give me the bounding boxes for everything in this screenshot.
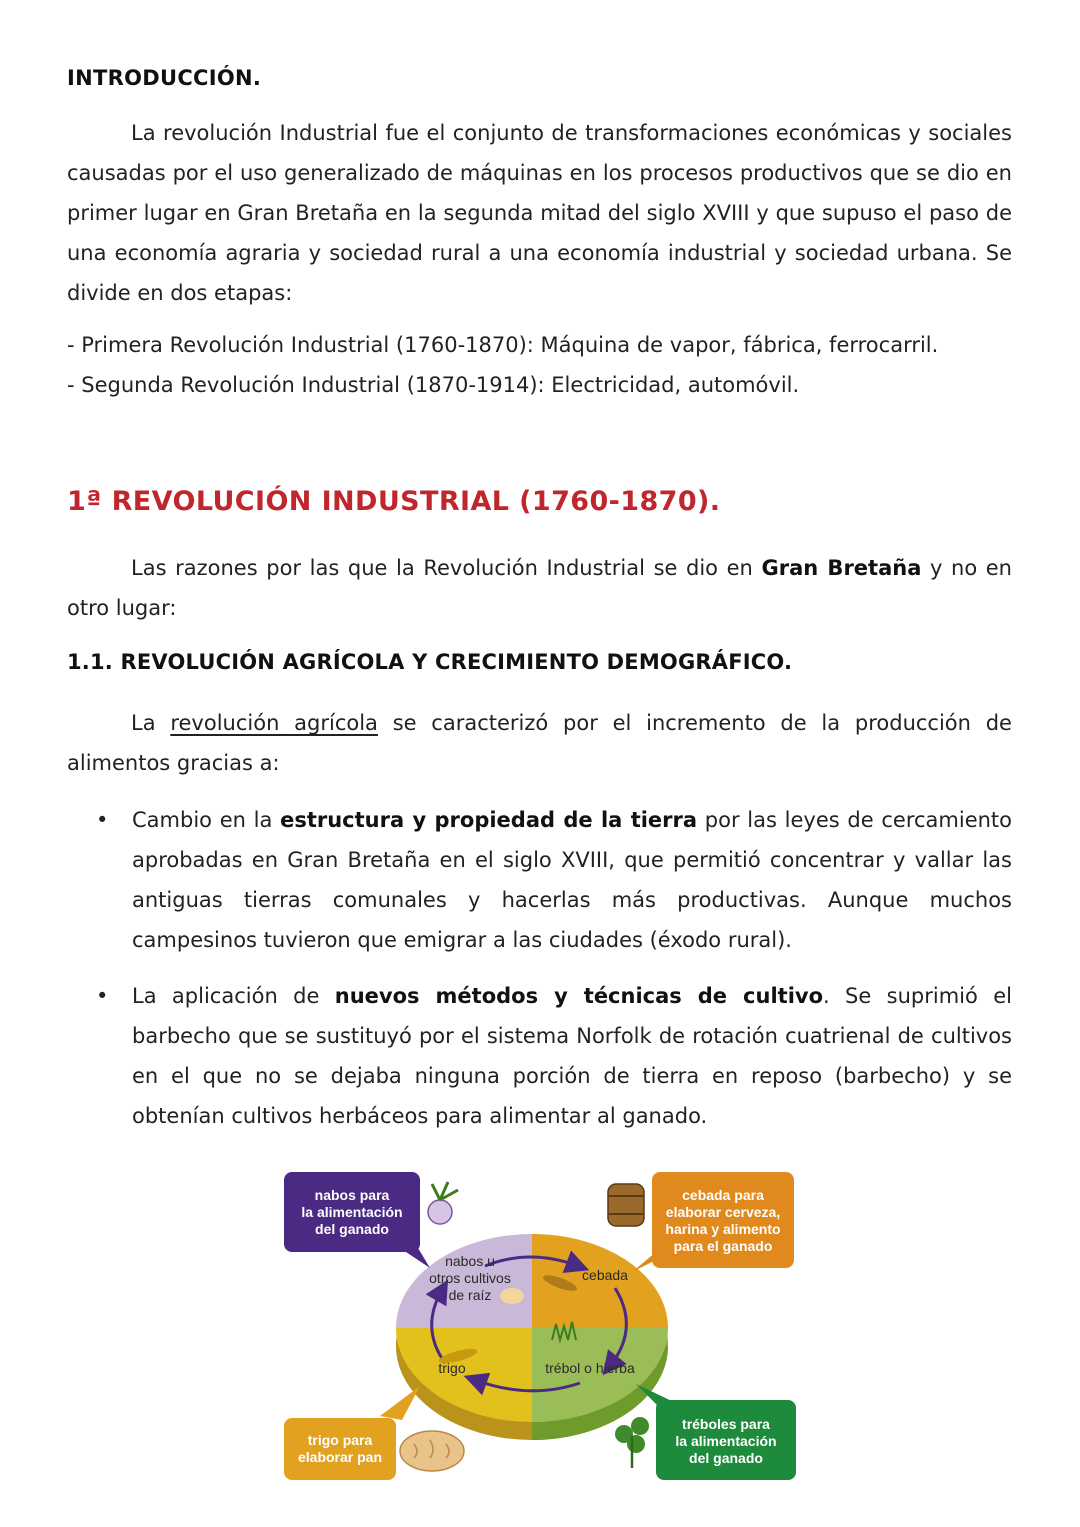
- quadrant-label: trigo: [438, 1360, 466, 1376]
- quadrant-label: otros cultivos: [429, 1270, 511, 1286]
- svg-text:la alimentación: la alimentación: [675, 1433, 777, 1449]
- svg-text:elaborar pan: elaborar pan: [297, 1449, 383, 1465]
- intro-paragraph-text: La revolución Industrial fue el conjunto de transformaciones económicas y sociales causadas por el uso generalizado de máquinas en los procesos productivos que se dio en primer lugar en Gran Bretaña en la segunda mitad del siglo XVIII y que supuso el paso de una economía agraria y sociedad rural a una economía industrial y sociedad urbana. Se divide en dos etapas:: [67, 121, 1012, 305]
- norfolk-rotation-diagram: [280, 1168, 800, 1488]
- revolucion-agricola-underlined: revolución agrícola: [170, 711, 378, 735]
- section-heading: 1ª REVOLUCIÓN INDUSTRIAL (1760-1870).: [67, 486, 721, 517]
- quadrant-label: de raíz: [448, 1287, 492, 1303]
- subsection-heading: 1.1. REVOLUCIÓN AGRÍCOLA Y CRECIMIENTO DEMOGRÁFICO.: [67, 650, 793, 674]
- bullet-dot: •: [96, 808, 109, 832]
- quadrant-label: cebada: [582, 1267, 628, 1283]
- svg-text:la alimentación: la alimentación: [301, 1204, 403, 1220]
- svg-text:para el ganado: para el ganado: [673, 1238, 773, 1254]
- root-icon: [500, 1288, 524, 1304]
- svg-text:harina y alimento: harina y alimento: [665, 1221, 781, 1237]
- stage-1: - Primera Revolución Industrial (1760-1870): Máquina de vapor, fábrica, ferrocarril.: [67, 333, 939, 357]
- svg-text:nabos para: nabos para: [314, 1187, 390, 1203]
- agricultural-intro: La revolución agrícola se caracterizó por el incremento de la producción de alimentos gracias a:: [67, 711, 1012, 775]
- svg-text:trigo para: trigo para: [307, 1432, 373, 1448]
- intro-heading: INTRODUCCIÓN.: [67, 66, 262, 90]
- bullet-new-methods: La aplicación de nuevos métodos y técnicas de cultivo. Se suprimió el barbecho que se sustituyó por el sistema Norfolk de rotación cuatrienal de cultivos en el que no se dejaba ninguna porción de tierra en reposo (barbecho) y se obtenían cultivos herbáceos para alimentar al ganado.: [132, 984, 1012, 1128]
- stage-2: - Segunda Revolución Industrial (1870-1914): Electricidad, automóvil.: [67, 373, 800, 397]
- intro-paragraph: [67, 113, 1012, 313]
- svg-text:elaborar cerveza,: elaborar cerveza,: [665, 1204, 781, 1220]
- reasons-paragraph: Las razones por las que la Revolución Industrial se dio en Gran Bretaña y no en otro lugar:: [67, 556, 1012, 620]
- svg-text:tréboles para: tréboles para: [682, 1416, 770, 1432]
- rotation-wheel: [280, 1168, 800, 1488]
- svg-text:cebada para: cebada para: [682, 1187, 764, 1203]
- gran-bretana-bold: Gran Bretaña: [761, 556, 922, 580]
- bullet-dot: •: [96, 984, 109, 1008]
- svg-text:del ganado: del ganado: [315, 1221, 389, 1237]
- turnip-icon: [428, 1200, 452, 1224]
- barrel-icon: [608, 1184, 644, 1226]
- quadrant-label: nabos u: [445, 1253, 495, 1269]
- quadrant-label: trébol o hierba: [545, 1360, 635, 1376]
- bullet-land-structure: Cambio en la estructura y propiedad de la tierra por las leyes de cercamiento aprobadas en Gran Bretaña en el siglo XVIII, que permitió concentrar y vallar las antiguas tierras comunales y hacerlas más productivas. Aunque muchos campesinos tuvieron que emigrar a las ciudades (éxodo rural).: [132, 808, 1013, 952]
- bread-icon: [400, 1431, 464, 1471]
- svg-text:del ganado: del ganado: [689, 1450, 763, 1466]
